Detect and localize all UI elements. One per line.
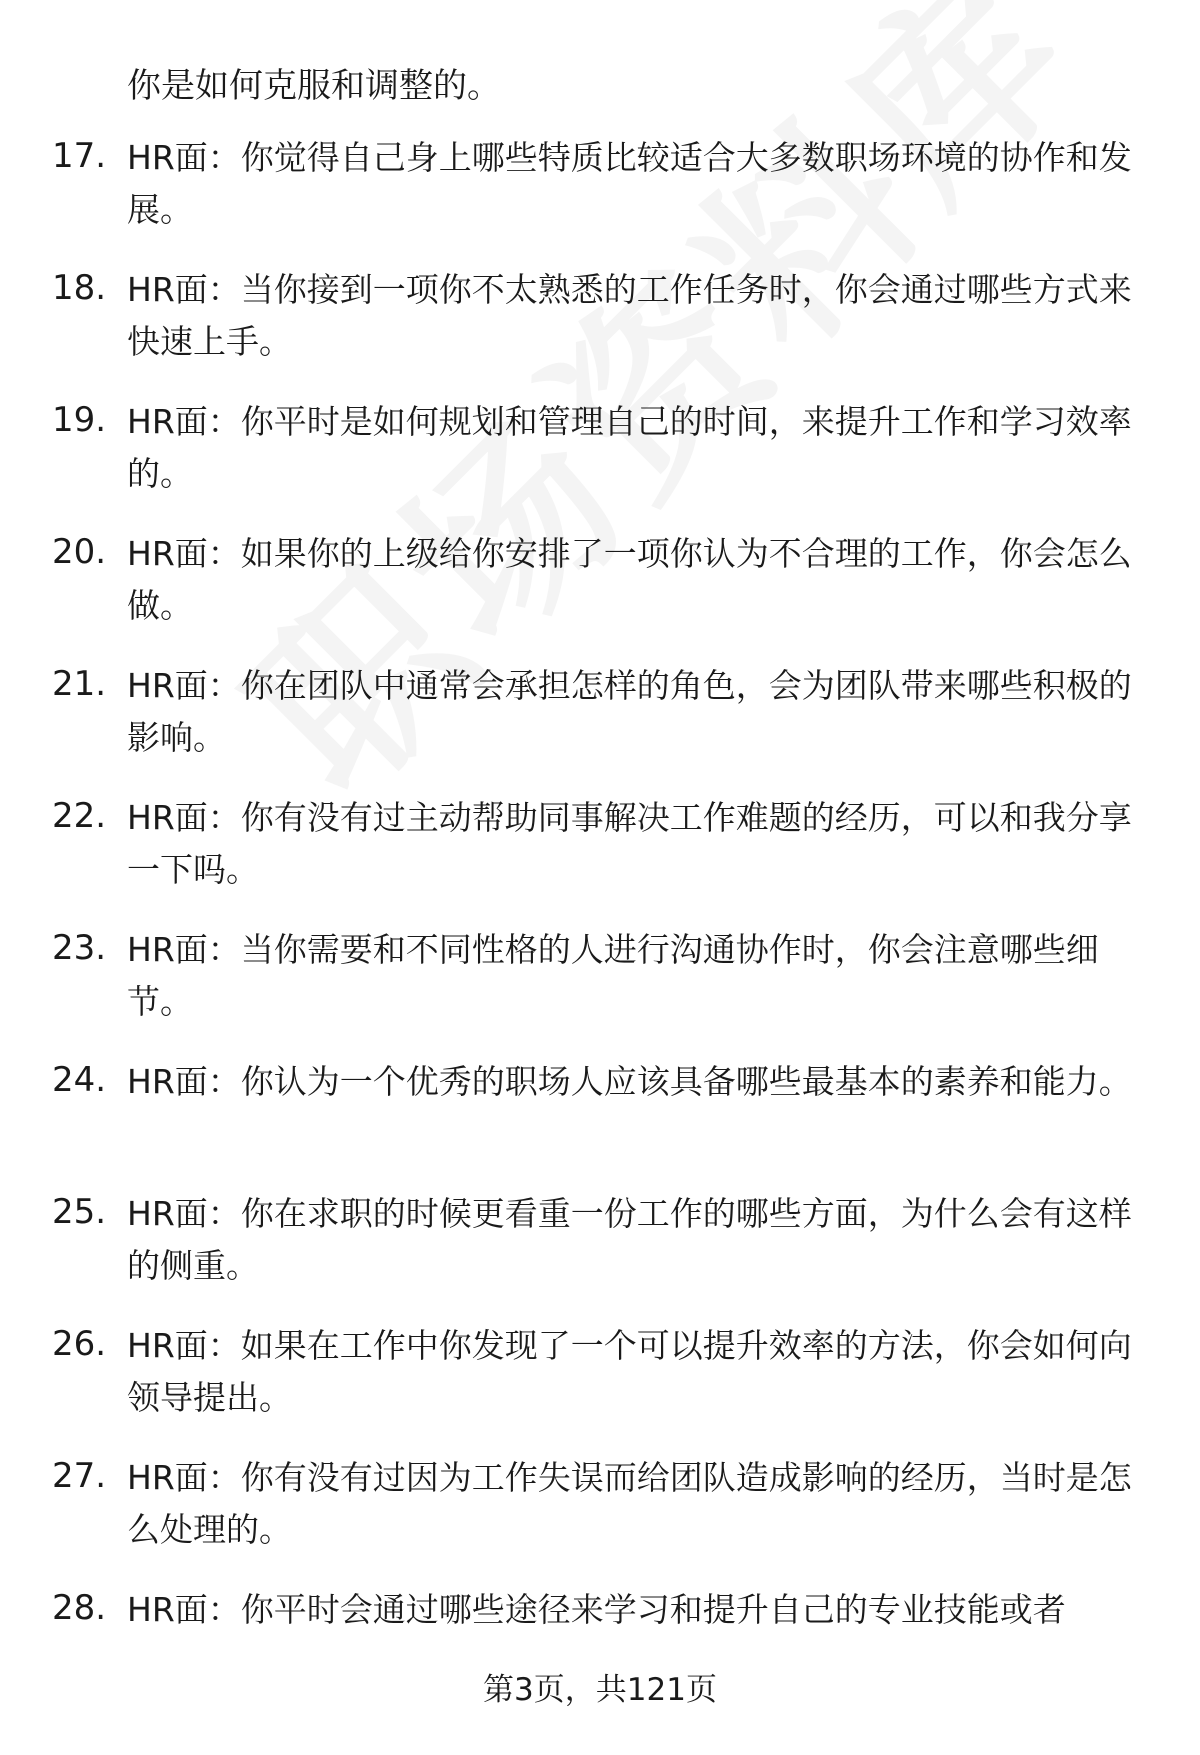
item-number: 23.	[52, 928, 107, 968]
item-text: HR面：你平时是如何规划和管理自己的时间，来提升工作和学习效率的。	[127, 402, 1132, 493]
item-text: HR面：当你需要和不同性格的人进行沟通协作时，你会注意哪些细节。	[127, 930, 1099, 1021]
page-footer: 第3页，共121页	[483, 1672, 717, 1708]
item-number: 24.	[52, 1060, 107, 1100]
item-text: HR面：当你接到一项你不太熟悉的工作任务时，你会通过哪些方式来快速上手。	[127, 270, 1132, 361]
item-text: HR面：你有没有过主动帮助同事解决工作难题的经历，可以和我分享一下吗。	[127, 798, 1132, 889]
item-number: 26.	[52, 1324, 107, 1364]
item-number: 21.	[52, 664, 107, 704]
item-text: HR面：你有没有过因为工作失误而给团队造成影响的经历，当时是怎么处理的。	[127, 1458, 1132, 1549]
item-text: HR面：你平时会通过哪些途径来学习和提升自己的专业技能或者	[127, 1590, 1066, 1629]
item-text: HR面：如果你的上级给你安排了一项你认为不合理的工作，你会怎么做。	[127, 534, 1132, 625]
item-number: 27.	[52, 1456, 107, 1496]
item-number: 18.	[52, 268, 107, 308]
item-text: HR面：你在求职的时候更看重一份工作的哪些方面，为什么会有这样的侧重。	[127, 1194, 1132, 1285]
item-number: 22.	[52, 796, 107, 836]
item-number: 17.	[52, 136, 107, 176]
item-number: 20.	[52, 532, 107, 572]
item-number: 19.	[52, 400, 107, 440]
item-text: HR面：你觉得自己身上哪些特质比较适合大多数职场环境的协作和发展。	[127, 138, 1132, 229]
item-number: 28.	[52, 1588, 107, 1628]
item-text: HR面：你在团队中通常会承担怎样的角色，会为团队带来哪些积极的影响。	[127, 666, 1132, 757]
item-text: HR面：你认为一个优秀的职场人应该具备哪些最基本的素养和能力。	[127, 1062, 1132, 1101]
continued-text: 你是如何克服和调整的。	[127, 66, 501, 106]
item-text: HR面：如果在工作中你发现了一个可以提升效率的方法，你会如何向领导提出。	[127, 1326, 1132, 1417]
item-number: 25.	[52, 1192, 107, 1232]
